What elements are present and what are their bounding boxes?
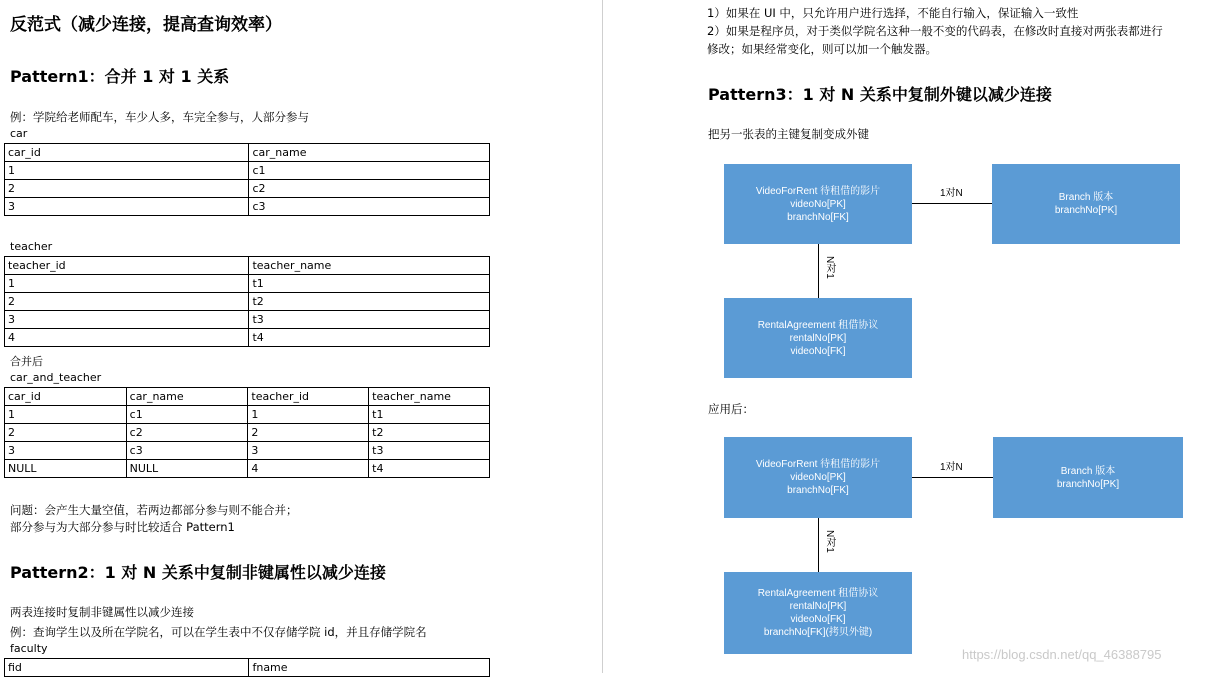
table-cell: 2: [248, 424, 369, 442]
table-cell: c1: [126, 406, 248, 424]
car-and-teacher-table: [4, 387, 490, 478]
entity-rentalagreement: [724, 572, 912, 654]
table-cell: t2: [369, 424, 490, 442]
table-cell: c3: [126, 442, 248, 460]
pattern2-intro: 两表连接时复制非键属性以减少连接: [10, 605, 194, 619]
table-cell: t4: [369, 460, 490, 478]
teacher-table-name: teacher: [10, 240, 53, 253]
table-header-row: [5, 659, 490, 677]
relation-label: 1对N: [940, 188, 963, 199]
table-header-cell: fname: [249, 659, 490, 677]
entity-line: Branch 版本: [1058, 192, 1114, 203]
note-line-3: 修改；如果经常变化，则可以加一个触发器。: [707, 42, 937, 56]
car-and-teacher-table-name: car_and_teacher: [10, 371, 102, 384]
page-divider: [602, 0, 603, 673]
table-row: [5, 311, 490, 329]
faculty-table-name: faculty: [10, 642, 48, 655]
entity-line: videoNo[PK]: [790, 198, 846, 210]
table-header-row: [5, 257, 490, 275]
table-row: [5, 460, 490, 478]
after-label: 应用后：: [708, 402, 754, 416]
table-header-cell: teacher_id: [248, 388, 369, 406]
pattern3-heading: Pattern3：1 对 N 关系中复制外键以减少连接: [708, 85, 1052, 104]
pattern3-intro: 把另一张表的主键复制变成外键: [708, 127, 869, 141]
table-cell: t3: [369, 442, 490, 460]
merged-label: 合并后: [10, 355, 43, 368]
table-header-cell: teacher_name: [249, 257, 490, 275]
table-header-cell: car_name: [126, 388, 248, 406]
table-row: [5, 406, 490, 424]
entity-videoforrent: [724, 437, 912, 518]
table-cell: t1: [369, 406, 490, 424]
table-header-cell: teacher_id: [5, 257, 249, 275]
table-cell: 4: [5, 329, 249, 347]
table-cell: NULL: [5, 460, 127, 478]
entity-videoforrent: [724, 164, 912, 244]
watermark: https://blog.csdn.net/qq_46388795: [962, 647, 1162, 662]
table-header-cell: fid: [5, 659, 249, 677]
entity-line: rentalNo[PK]: [789, 601, 847, 612]
problem-line-1: 问题：会产生大量空值，若两边都部分参与则不能合并；: [10, 503, 298, 517]
relation-line: [818, 244, 819, 298]
table-cell: t3: [249, 311, 490, 329]
relation-line: [912, 203, 992, 204]
table-cell: 3: [248, 442, 369, 460]
table-cell: 1: [5, 162, 249, 180]
pattern2-heading: Pattern2：1 对 N 关系中复制非键属性以减少连接: [10, 563, 386, 582]
table-cell: 3: [5, 198, 249, 216]
entity-line: branchNo[FK]: [787, 485, 849, 496]
entity-branch: [992, 164, 1180, 244]
relation-line: [818, 518, 819, 572]
entity-line: videoNo[FK]: [790, 345, 846, 357]
table-cell: 1: [5, 406, 127, 424]
note-line-1: 1）如果在 UI 中，只允许用户进行选择，不能自行输入，保证输入一致性: [707, 6, 1079, 20]
entity-line: Branch 版本: [1060, 465, 1116, 477]
table-header-cell: car_id: [5, 144, 249, 162]
entity-line: branchNo[PK]: [1054, 205, 1118, 216]
pattern1-example: 例：学院给老师配车，车少人多，车完全参与，人部分参与: [10, 110, 309, 124]
entity-line: videoNo[PK]: [790, 472, 846, 483]
note-line-2: 2）如果是程序员，对于类似学院名这种一般不变的代码表，在修改时直接对两张表都进行: [707, 24, 1163, 38]
table-cell: 2: [5, 180, 249, 198]
table-row: [5, 442, 490, 460]
table-header-cell: car_id: [5, 388, 127, 406]
table-cell: c1: [249, 162, 490, 180]
table-header-cell: teacher_name: [369, 388, 490, 406]
table-cell: 2: [5, 424, 127, 442]
relation-label: N对1: [824, 256, 835, 279]
relation-label: 1对N: [940, 462, 963, 473]
table-cell: 4: [248, 460, 369, 478]
table-header-row: [5, 144, 490, 162]
car-table: [4, 143, 490, 216]
table-row: [5, 329, 490, 347]
table-row: [5, 198, 490, 216]
table-row: [5, 180, 490, 198]
table-cell: t2: [249, 293, 490, 311]
entity-rentalagreement: [724, 298, 912, 378]
table-cell: c3: [249, 198, 490, 216]
table-cell: 3: [5, 311, 249, 329]
car-table-name: car: [10, 127, 28, 140]
table-cell: c2: [126, 424, 248, 442]
page-title: 反范式（减少连接，提高查询效率）: [10, 15, 282, 35]
problem-line-2: 部分参与为大部分参与时比较适合 Pattern1: [10, 520, 235, 534]
table-header-row: [5, 388, 490, 406]
table-row: [5, 162, 490, 180]
entity-line: branchNo[FK]: [787, 211, 849, 223]
table-cell: 2: [5, 293, 249, 311]
table-cell: NULL: [126, 460, 248, 478]
entity-line: branchNo[PK]: [1056, 478, 1120, 490]
table-cell: 1: [5, 275, 249, 293]
table-row: [5, 275, 490, 293]
faculty-table: [4, 658, 490, 677]
entity-branch: [993, 437, 1183, 518]
entity-line: VideoForRent 待租借的影片: [755, 185, 881, 197]
table-header-cell: car_name: [249, 144, 490, 162]
entity-line: RentalAgreement 租借协议: [757, 588, 879, 599]
relation-label: N对1: [824, 530, 835, 553]
right-page: [604, 0, 1216, 673]
entity-line: branchNo[FK](拷贝外键): [763, 627, 873, 638]
pattern1-heading: Pattern1：合并 1 对 1 关系: [10, 67, 230, 86]
teacher-table: [4, 256, 490, 347]
pattern2-example: 例：查询学生以及所在学院名，可以在学生表中不仅存储学院 id，并且存储学院名: [10, 625, 427, 639]
table-cell: t1: [249, 275, 490, 293]
entity-line: VideoForRent 待租借的影片: [755, 459, 881, 470]
entity-line: rentalNo[PK]: [789, 332, 847, 344]
table-row: [5, 424, 490, 442]
table-cell: t4: [249, 329, 490, 347]
left-page: [0, 0, 600, 673]
relation-line: [912, 477, 993, 478]
table-cell: 1: [248, 406, 369, 424]
table-cell: 3: [5, 442, 127, 460]
entity-line: videoNo[FK]: [790, 614, 846, 625]
table-cell: c2: [249, 180, 490, 198]
entity-line: RentalAgreement 租借协议: [757, 319, 879, 331]
table-row: [5, 293, 490, 311]
